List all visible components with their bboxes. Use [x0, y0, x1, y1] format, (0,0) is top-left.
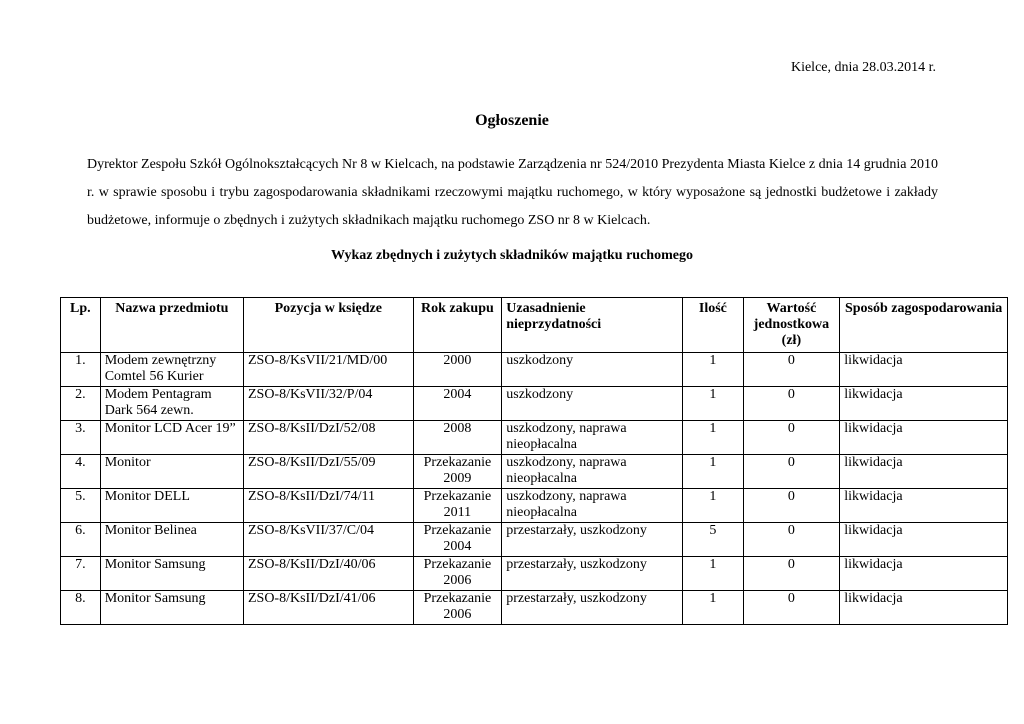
cell-reason: przestarzały, uszkodzony [502, 523, 683, 557]
cell-qty: 1 [683, 455, 743, 489]
cell-name: Monitor DELL [100, 489, 243, 523]
cell-qty: 1 [683, 557, 743, 591]
cell-position: ZSO-8/KsVII/21/MD/00 [243, 353, 413, 387]
cell-position: ZSO-8/KsII/DzI/74/11 [243, 489, 413, 523]
cell-value: 0 [743, 557, 840, 591]
cell-position: ZSO-8/KsII/DzI/40/06 [243, 557, 413, 591]
header-name: Nazwa przedmiotu [100, 298, 243, 353]
assets-table [60, 297, 1008, 625]
cell-reason: uszkodzony, naprawa nieopłacalna [502, 455, 683, 489]
table-row [61, 387, 1008, 421]
cell-qty: 1 [683, 387, 743, 421]
cell-year: Przekazanie 2011 [413, 489, 502, 523]
table-row [61, 455, 1008, 489]
cell-position: ZSO-8/KsII/DzI/41/06 [243, 591, 413, 625]
cell-name: Modem Pentagram Dark 564 zewn. [100, 387, 243, 421]
cell-year: Przekazanie 2006 [413, 557, 502, 591]
cell-lp: 5. [61, 489, 101, 523]
cell-position: ZSO-8/KsVII/32/P/04 [243, 387, 413, 421]
cell-value: 0 [743, 489, 840, 523]
header-reason: Uzasadnienie nieprzydatności [502, 298, 683, 353]
cell-method: likwidacja [840, 353, 1008, 387]
cell-method: likwidacja [840, 455, 1008, 489]
cell-lp: 3. [61, 421, 101, 455]
cell-name: Modem zewnętrzny Comtel 56 Kurier [100, 353, 243, 387]
cell-lp: 1. [61, 353, 101, 387]
cell-qty: 1 [683, 353, 743, 387]
cell-value: 0 [743, 387, 840, 421]
header-position: Pozycja w księdze [243, 298, 413, 353]
cell-name: Monitor [100, 455, 243, 489]
cell-value: 0 [743, 353, 840, 387]
cell-method: likwidacja [840, 591, 1008, 625]
table-row [61, 421, 1008, 455]
cell-reason: uszkodzony, naprawa nieopłacalna [502, 489, 683, 523]
document-date: Kielce, dnia 28.03.2014 r. [790, 60, 936, 75]
cell-method: likwidacja [840, 387, 1008, 421]
cell-position: ZSO-8/KsII/DzI/55/09 [243, 455, 413, 489]
table-header-row [61, 298, 1008, 353]
header-year: Rok zakupu [413, 298, 502, 353]
cell-qty: 1 [683, 489, 743, 523]
header-method: Sposób zagospodarowania [840, 298, 1008, 353]
intro-paragraph: Dyrektor Zespołu Szkół Ogólnokształcących Nr 8 w Kielcach, na podstawie Zarządzenia nr 524/2010 Prezydenta Miasta Kielce z dnia 14 grudnia 2010 r. w sprawie sposobu i trybu zagospodarowania składnikami rzeczowymi majątku ruchomego, w który wyposażone są jednostki budżetowe i zakłady budżetowe, informuje o zbędnych i zużytych składnikach majątku ruchomego ZSO nr 8 w Kielcach. [87, 157, 938, 228]
cell-position: ZSO-8/KsVII/37/C/04 [243, 523, 413, 557]
cell-year: 2004 [413, 387, 502, 421]
header-lp: Lp. [61, 298, 101, 353]
cell-value: 0 [743, 421, 840, 455]
cell-lp: 2. [61, 387, 101, 421]
table-row [61, 523, 1008, 557]
header-value: Wartość jednostkowa (zł) [743, 298, 840, 353]
cell-year: Przekazanie 2009 [413, 455, 502, 489]
cell-method: likwidacja [840, 421, 1008, 455]
cell-qty: 1 [683, 591, 743, 625]
cell-reason: uszkodzony, naprawa nieopłacalna [502, 421, 683, 455]
cell-qty: 5 [683, 523, 743, 557]
table-row [61, 591, 1008, 625]
cell-lp: 6. [61, 523, 101, 557]
cell-name: Monitor Samsung [100, 557, 243, 591]
cell-year: 2000 [413, 353, 502, 387]
cell-position: ZSO-8/KsII/DzI/52/08 [243, 421, 413, 455]
cell-name: Monitor LCD Acer 19” [100, 421, 243, 455]
cell-reason: przestarzały, uszkodzony [502, 591, 683, 625]
cell-value: 0 [743, 455, 840, 489]
cell-reason: przestarzały, uszkodzony [502, 557, 683, 591]
cell-reason: uszkodzony [502, 353, 683, 387]
cell-method: likwidacja [840, 557, 1008, 591]
table-row [61, 353, 1008, 387]
cell-year: 2008 [413, 421, 502, 455]
cell-reason: uszkodzony [502, 387, 683, 421]
cell-value: 0 [743, 591, 840, 625]
cell-lp: 4. [61, 455, 101, 489]
document-title: Ogłoszenie [475, 112, 549, 129]
cell-year: Przekazanie 2006 [413, 591, 502, 625]
table-row [61, 489, 1008, 523]
table-row [61, 557, 1008, 591]
cell-lp: 7. [61, 557, 101, 591]
cell-method: likwidacja [840, 489, 1008, 523]
cell-name: Monitor Samsung [100, 591, 243, 625]
cell-method: likwidacja [840, 523, 1008, 557]
cell-qty: 1 [683, 421, 743, 455]
header-qty: Ilość [683, 298, 743, 353]
cell-lp: 8. [61, 591, 101, 625]
list-title: Wykaz zbędnych i zużytych składników majątku ruchomego [331, 248, 693, 263]
cell-year: Przekazanie 2004 [413, 523, 502, 557]
cell-name: Monitor Belinea [100, 523, 243, 557]
cell-value: 0 [743, 523, 840, 557]
